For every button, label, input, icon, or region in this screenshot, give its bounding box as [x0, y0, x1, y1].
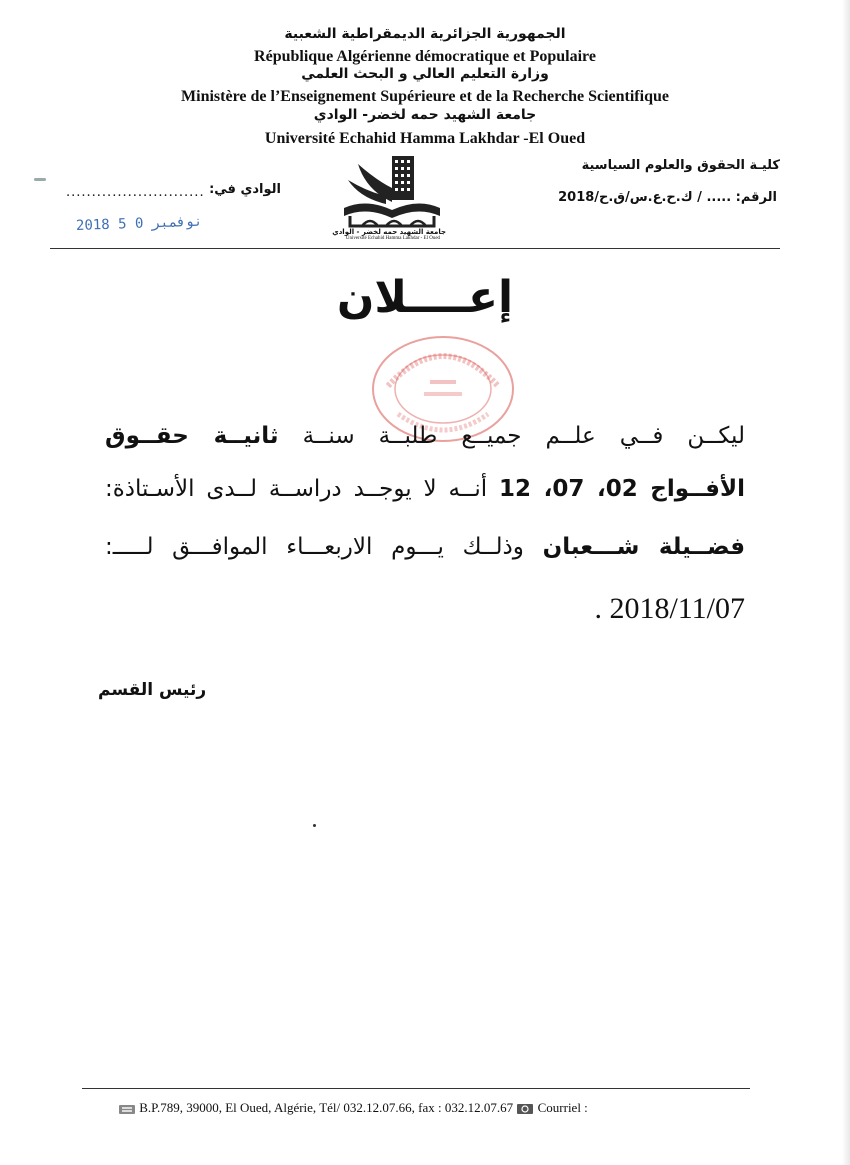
- body-line-1: [105, 423, 745, 449]
- body-line-3a: فضــيلة شـــعبان: [542, 534, 745, 560]
- place-dots: ...........................: [66, 185, 205, 200]
- footer: [118, 1100, 588, 1116]
- phone-icon: [118, 1103, 136, 1115]
- announcement-title: إعــــلان: [336, 272, 514, 323]
- email-icon: [516, 1103, 534, 1115]
- header-republic-ar: الجمهورية الجزائرية الديمقراطية الشعبية: [284, 26, 566, 42]
- footer-divider: [82, 1088, 750, 1089]
- body-line-4-date: . 2018/11/07: [594, 592, 745, 625]
- signature-title: رئيس القسم: [98, 680, 207, 700]
- place-label: الوادي في:: [209, 182, 281, 197]
- reference-number: الرقم: ..... / ك.ح.ع.س/ق.ح/2018: [558, 190, 777, 205]
- date-stamp-text: 2018 نوفمبر 0 5: [75, 213, 203, 234]
- scan-speck: [34, 178, 46, 181]
- body-line-1a: ليكــن فــي علــم جميــع طلبــة سنــة: [278, 423, 746, 449]
- logo-caption-ar: جامعة الشهيد حمه لخضر - الوادي: [332, 228, 446, 236]
- header-divider: [50, 248, 780, 249]
- body-line-3b: وذلــك يـــوم الاربعـــاء الموافـــق لـــــ:: [105, 534, 543, 560]
- header-university-fr: Université Echahid Hamma Lakhdar -El Oued: [264, 130, 586, 147]
- body-line-2: [105, 476, 745, 502]
- logo-caption-fr: Université Echahid Hamma Lakhdar - El Oued: [345, 236, 441, 241]
- header-ministry-fr: Ministère de l’Enseignement Supérieure et de la Recherche Scientifique: [181, 88, 669, 105]
- faculty-name: كليـة الحقوق والعلوم السياسية: [581, 158, 780, 173]
- header-republic-fr: République Algérienne démocratique et Populaire: [254, 48, 596, 65]
- header-university-ar: جامعة الشهيد حمه لخضر- الوادي: [313, 107, 537, 123]
- date-stamp: [76, 214, 203, 234]
- header-ministry-ar: وزارة التعليم العالي و البحث العلمي: [301, 66, 549, 82]
- scan-edge: [842, 0, 850, 1165]
- body-line-2b: أنــه لا يوجــد دراســة لــدى الأسـتاذة:: [105, 476, 500, 502]
- body-line-3: [105, 534, 745, 560]
- footer-email-label: Courriel :: [537, 1100, 588, 1115]
- body-line-2a: الأفــواج 02، 07، 12: [499, 476, 745, 502]
- body-line-1b: ثانيــة حقــوق: [105, 423, 279, 449]
- scan-dot: [313, 824, 316, 827]
- footer-address: B.P.789, 39000, El Oued, Algérie, Tél/ 032.12.07.66, fax : 032.12.07.67: [139, 1100, 514, 1115]
